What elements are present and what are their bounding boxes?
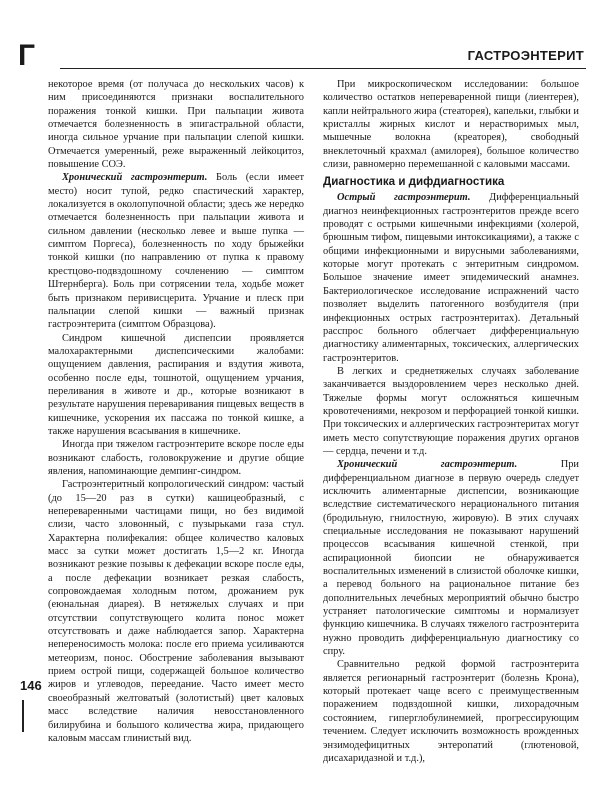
running-head: ГАСТРОЭНТЕРИТ [467,48,584,63]
run-in-heading: Острый гастроэнтерит. [337,192,471,204]
section-letter: Г [18,39,36,72]
right-column [323,78,579,765]
paragraph: некоторое время (от получаса до нескольких часов) к ним присоединяются признаки воспалительного поражения тонкой кишки. При пальпации живота отмечается болезненность в эпигастральной области, иногда сильное урчание при пальпации слепой кишки. Отмечается умеренный, реже выраженный лейкоцитоз, повышение СОЭ. [48,79,304,171]
paragraph: Гастроэнтеритный копрологический синдром: частый (до 15—20 раз в сутки) кашицеобразный, с непереваренными частицами пищи, но без видимой слизи, часто зловонный, с пузырьками газа стул. Характерна полифекалия: общее количество каловых масс за сутки может достигать 1,5—2 кг. Иногда возникают резкие позывы к дефекации вскоре после еды, а после дефекации возникает резкая слабость, сопровождаемая холодным потом, дрожанием рук (еюнальная диарея). В нетяжелых случаях и при отсутствии сопутствующего колита понос может отсутствовать и даже наблюдается запор. Характерна непереносимость молока: после его приема усиливаются метеоризм, понос. Обострение заболевания вызывают прием острой пищи, содержащей большое количество жиров и углеводов, переедание. Часто имеет место своеобразный желтоватый (золотистый) цвет каловых масс вследствие наличия невосстановленного билирубина и большого количества жира, придающего каловым массам глинистый вид. [48,479,304,744]
run-in-heading: Хронический гастроэнтерит. [337,459,518,471]
paragraph: Иногда при тяжелом гастроэнтерите вскоре после еды возникают слабость, головокружение и другие общие явления, напоминающие демпинг-синдром. [48,439,304,477]
run-in-heading: Хронический гастроэнтерит. [62,172,208,184]
paragraph-text: Боль (если имеет место) носит тупой, редко спастический характер, локализуется в околопупочной области; здесь же нередко отмечается болезненность при пальпации живота и сильном давлении (несколько левее и выше пупка — симптом Поргеса), болезненность по ходу брыжейки тонкой кишки (по направлению от пупка к правому крестцово-подвздошному сочленению — симптом Штернберга). Боль при сотрясении тела, ходьбе может быть признаком перивисцерита. Урчание и плеск при пальпации слепой кишки — важный признак гастроэнтерита (симптом Образцова). [48,172,304,331]
paragraph-text: При дифференциальном диагнозе в первую очередь следует исключить алиментарные диспепсии, возникающие вследствие систематического нерационального питания (бродильную, гнилостную, жировую). В этих случаях специальные исследования не показывают нарушений процессов всасывания кишечной стенкой, при аспирационной биопсии не обнаруживается воспалительных изменений в слизистой оболочке кишки, а перевод больного на рациональное питание без дополнительных лечебных мероприятий обычно быстро устраняет патологические симптомы и нормализует функцию кишечника. В случаях тяжелого гастроэнтерита нужно проводить дифференциальную диагностику со спру. [323,459,579,658]
paragraph [323,191,579,364]
page-number-rule [22,700,24,732]
paragraph: Синдром кишечной диспепсии проявляется малохарактерными диспепсическими жалобами: ощущением давления, распирания и вздутия живота, особенно после еды, тошнотой, ощущением урчания, переливания в животе и др., которые возникают в результате нарушения переваривания пищевых веществ в кишечнике, ускорения их пассажа по тонкой кишке, а также нарушения всасывания в кишечнике. [48,332,304,437]
paragraph: В легких и среднетяжелых случаях заболевание заканчивается выздоровлением через несколько дней. Тяжелые формы могут осложняться кишечным кровотечениями, некрозом и перфорацией тонкой кишки. При токсических и аллергических гастроэнтеритах могут иметь место сопутствующие поражения других органов — сердца, печени и т.д. [323,365,579,457]
section-heading: Диагностика и дифдиагностика [323,175,505,189]
page-number: 146 [20,678,42,693]
left-column [48,78,304,745]
header-rule [60,68,586,69]
paragraph: Сравнительно редкой формой гастроэнтерита является регионарный гастроэнтерит (болезнь Крона), который протекает чаще всего с преимущественным поражением подвздошной кишки, лихорадочным состоянием, гиперглобулинемией, прогрессирующим течением. Следует исключить возможность врожденных энзимодефицитных энтеропатий (глютеновой, дисахаридазной и т.д.), [323,659,579,764]
paragraph-text: Дифференциальный диагноз неинфекционных гастроэнтеритов прежде всего проводят с острыми кишечными инфекциями (холерой, брюшным тифом, пищевыми интоксикациями), а также с общими инфекционными и вирусными заболеваниями, которые могут протекать с энтеритным синдромом. Большое значение имеет эпидемический анамнез. Бактериологическое исследование испражнений часто позволяет выделить патогенного возбудителя (при инфекционных острых гастроэнтеритах). Детальный расспрос больного облегчает дифференциальную диагностику алиментарных, токсических, аллергических гастроэнтеритов. [323,192,579,364]
paragraph: При микроскопическом исследовании: большое количество остатков непереваренной пищи (лиентерея), капли нейтрального жира (стеаторея), капельки, глыбки и кристаллы жирных кислот и нерастворимых мыл, мышечные волокна (креаторея), свободный внеклеточный крахмал (амилорея), большое количество слизи, равномерно перемешанной с каловыми массами. [323,79,579,171]
paragraph [48,171,304,331]
paragraph [323,458,579,658]
